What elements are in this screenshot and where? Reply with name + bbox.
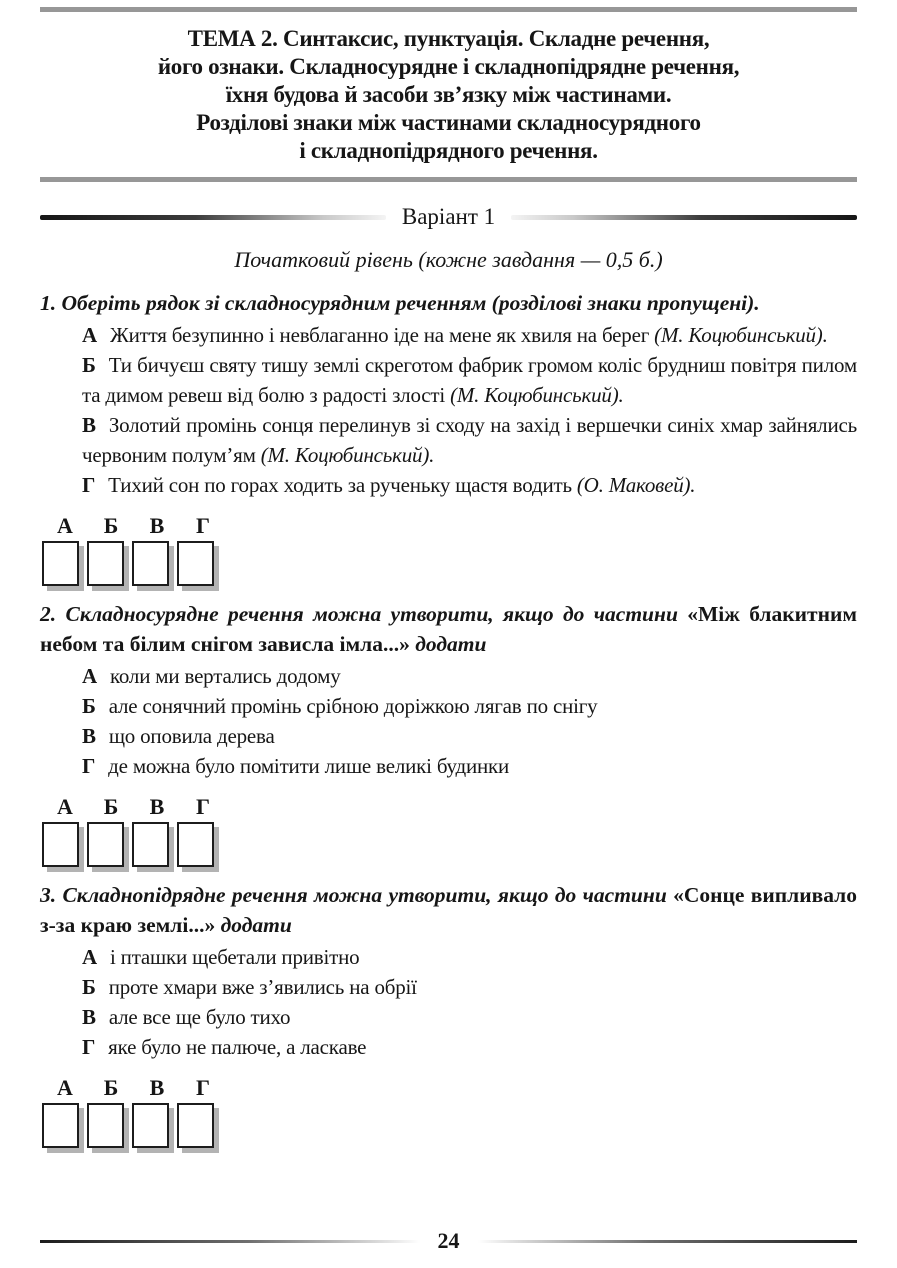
option-letter: В — [82, 724, 96, 748]
option-a — [82, 661, 857, 691]
option-h — [82, 1032, 857, 1062]
option-text: Життя безупинно і невблаганно іде на мене як хвиля на берег — [109, 323, 655, 347]
option-letter: А — [82, 664, 97, 688]
option-b — [82, 691, 857, 721]
answer-letter-label: Г — [196, 794, 210, 819]
option-letter: Б — [82, 694, 96, 718]
variant-heading: Варіант 1 — [401, 204, 496, 229]
option-text: що оповила дерева — [108, 724, 275, 748]
option-letter: Б — [82, 975, 96, 999]
page-title — [40, 25, 857, 165]
answer-letter-label: Б — [103, 513, 119, 538]
answer-boxes-row — [42, 1103, 857, 1148]
answer-letter-label: Б — [103, 1075, 119, 1100]
question-prompt-quote: «Сонце випливало з-за краю землі...» — [40, 883, 857, 937]
option-letter: А — [82, 945, 97, 969]
option-attribution: (М. Коцюбинський). — [450, 383, 624, 407]
footer-rule-right — [478, 1240, 858, 1243]
question-3-options — [40, 942, 857, 1062]
question-3 — [40, 880, 857, 1152]
question-prompt-segment: додати — [220, 913, 292, 937]
option-b — [82, 350, 857, 410]
answer-box-b[interactable] — [87, 1103, 124, 1148]
option-v — [82, 721, 857, 751]
question-2-prompt — [40, 599, 857, 659]
level-note: Початковий рівень (кожне завдання — 0,5 б.) — [234, 247, 663, 272]
question-prompt-segment: 1. Оберіть рядок зі складносурядним реченням (розділові знаки пропущені). — [40, 291, 760, 315]
option-attribution: (М. Коцюбинський). — [654, 323, 828, 347]
option-text: проте хмари вже з’явились на обрії — [108, 975, 417, 999]
option-text: коли ми вертались додому — [109, 664, 341, 688]
option-h — [82, 751, 857, 781]
option-a — [82, 320, 857, 350]
question-1-prompt — [40, 288, 857, 318]
option-letter: В — [82, 1005, 96, 1029]
question-1 — [40, 288, 857, 590]
page-number: 24 — [437, 1228, 460, 1253]
option-v — [82, 1002, 857, 1032]
header-rule-top — [40, 7, 857, 12]
answer-letter-label: А — [57, 794, 73, 819]
option-text: і пташки щебетали привітно — [109, 945, 360, 969]
question-prompt-segment: 3. Складнопідрядне речення можна утворити, якщо до частини — [40, 883, 674, 907]
answer-boxes-row — [42, 541, 857, 586]
question-2-answer-grid — [42, 794, 857, 867]
option-letter: Г — [82, 473, 96, 497]
option-v — [82, 410, 857, 470]
answer-letter-label: Б — [103, 794, 119, 819]
page-title-line: їхня будова й засоби зв’язку між частинами. — [225, 82, 672, 107]
question-3-prompt — [40, 880, 857, 940]
page-footer — [40, 1228, 857, 1254]
answer-letter-label: В — [149, 1075, 165, 1100]
answer-box-h[interactable] — [177, 541, 214, 586]
header-rule-bottom — [40, 177, 857, 182]
question-prompt-segment: додати — [415, 632, 487, 656]
variant-rule-right — [511, 215, 857, 220]
answer-box-a[interactable] — [42, 822, 79, 867]
option-text: але все ще було тихо — [108, 1005, 291, 1029]
question-2-options — [40, 661, 857, 781]
option-letter: А — [82, 323, 97, 347]
option-h — [82, 470, 857, 500]
answer-box-h[interactable] — [177, 822, 214, 867]
variant-rule-left — [40, 215, 386, 220]
answer-box-a[interactable] — [42, 541, 79, 586]
answer-letter-label: А — [57, 1075, 73, 1100]
answer-letter-label: Г — [196, 1075, 210, 1100]
option-text: Тихий сон по горах ходить за рученьку щастя водить — [108, 473, 577, 497]
option-text: Золотий промінь сонця перелинув зі сходу на захід і вершечки синіх хмар зайнялись червоним полум’ям — [82, 413, 857, 467]
answer-letter-labels — [42, 513, 857, 539]
option-letter: Г — [82, 1035, 96, 1059]
question-1-options — [40, 320, 857, 500]
option-text: але сонячний промінь срібною доріжкою лягав по снігу — [108, 694, 598, 718]
question-1-answer-grid — [42, 513, 857, 586]
option-attribution: (М. Коцюбинський). — [260, 443, 435, 467]
option-letter: Б — [82, 353, 96, 377]
answer-box-b[interactable] — [87, 541, 124, 586]
question-3-answer-grid — [42, 1075, 857, 1148]
page-title-line: його ознаки. Складносурядне і складнопідрядне речення, — [157, 54, 740, 79]
answer-box-h[interactable] — [177, 1103, 214, 1148]
variant-heading-row — [40, 204, 857, 230]
answer-box-b[interactable] — [87, 822, 124, 867]
answer-box-a[interactable] — [42, 1103, 79, 1148]
option-b — [82, 972, 857, 1002]
option-a — [82, 942, 857, 972]
answer-letter-label: В — [149, 794, 165, 819]
question-prompt-segment: 2. Складносурядне речення можна утворити, якщо до частини — [40, 602, 688, 626]
option-text: де можна було помітити лише великі будинки — [108, 754, 510, 778]
question-prompt-quote: «Між блакитним небом та білим снігом зависла імла...» — [40, 602, 858, 656]
answer-box-v[interactable] — [132, 1103, 169, 1148]
question-2 — [40, 599, 857, 871]
answer-letter-label: Г — [196, 513, 210, 538]
page-title-line: і складнопідрядного речення. — [299, 138, 598, 163]
answer-box-v[interactable] — [132, 541, 169, 586]
option-letter: Г — [82, 754, 96, 778]
answer-letter-labels — [42, 794, 857, 820]
option-letter: В — [82, 413, 96, 437]
option-attribution: (О. Маковей). — [576, 473, 696, 497]
option-text: Ти бичуєш святу тишу землі скреготом фабрик громом коліс брудниш повітря пилом та димом ревеш від болю з радості злості — [82, 353, 857, 407]
answer-letter-label: В — [149, 513, 165, 538]
option-text: яке було не палюче, а ласкаве — [108, 1035, 367, 1059]
page-title-line: Розділові знаки між частинами складносурядного — [196, 110, 701, 135]
answer-letter-label: А — [57, 513, 73, 538]
footer-rule-left — [40, 1240, 420, 1243]
page-title-line: ТЕМА 2. Синтаксис, пунктуація. Складне речення, — [187, 26, 710, 51]
answer-boxes-row — [42, 822, 857, 867]
answer-letter-labels — [42, 1075, 857, 1101]
answer-box-v[interactable] — [132, 822, 169, 867]
